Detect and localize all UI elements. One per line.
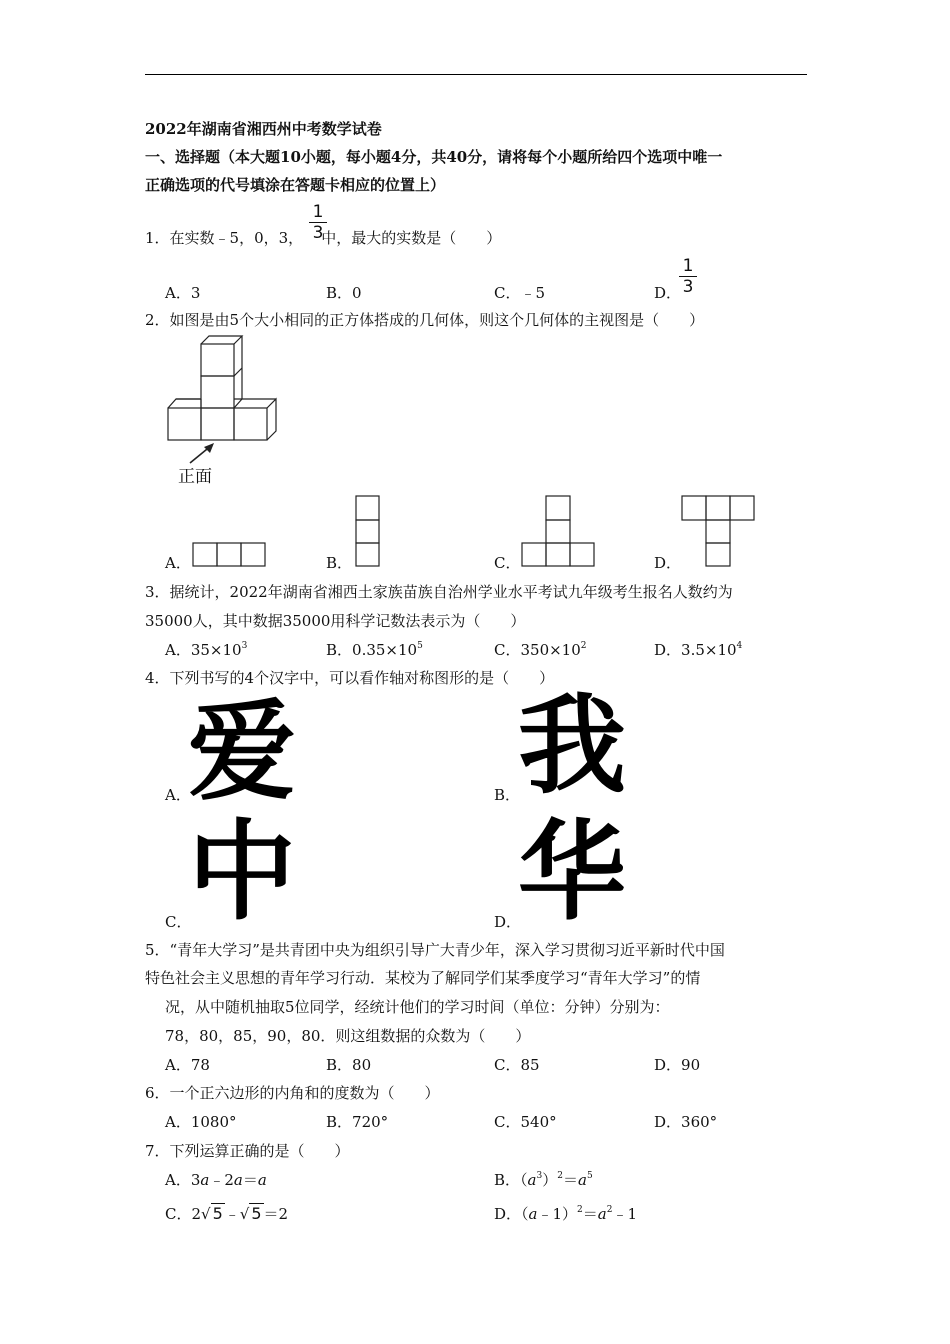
q1-frac-den: 3 [312,223,324,243]
q7-b-exp1: 3 [536,1171,543,1181]
q7-a-coef: 3 [190,1171,201,1189]
q7-d-var2: a [597,1205,607,1223]
q5-line4: 78，80，85，90，80．则这组数据的众数为（ ） [165,1027,531,1045]
q7-b-exp3: 5 [586,1171,593,1181]
q7-b-close: ） [542,1171,558,1189]
q6-stem: 6．一个正六边形的内角和的度数为（ ） [145,1084,440,1102]
q5-option-d[interactable]: D．90 [654,1056,701,1074]
q5-option-b[interactable]: B．80 [326,1056,372,1074]
q7-d-label: D．（ [494,1205,529,1223]
q1-d-frac-num: 1 [682,256,694,276]
q3-b-exp: 5 [417,641,423,651]
q1-stem-tail: 中，最大的实数是（ ） [321,229,502,247]
q7-a-eq: ＝ [242,1171,258,1189]
q6-option-d[interactable]: D．360° [654,1113,718,1131]
q7-b-eq: ＝ [562,1171,578,1189]
q5-option-a[interactable]: A．78 [165,1056,210,1074]
q7-b-label: B．（ [494,1171,528,1189]
q3-option-d[interactable] [654,640,742,660]
q2-option-b-figure[interactable] [356,496,380,568]
q5-line2: 特色社会主义思想的青年学习行动．某校为了解同学们某季度学习“青年大学习”的情 [145,969,701,987]
q4-option-c[interactable]: C． [165,913,192,931]
q3-c-exp: 2 [580,641,587,651]
q6-option-a[interactable]: A．1080° [165,1113,237,1131]
q1-fraction [309,203,327,242]
q7-option-a[interactable] [165,1170,267,1190]
q3-a-exp: 3 [241,641,248,651]
q7-a-var2: a [233,1171,243,1189]
q3-b-base: B．0.35×10 [326,641,418,659]
q1-option-a[interactable]: A．3 [165,284,201,302]
q7-d-exp1: 2 [577,1205,583,1215]
q3-stem-line1: 3．据统计，2022年湖南省湘西土家族苗族自治州学业水平考试九年级考生报名人数约为 [145,583,733,601]
q7-d-tail: ﹣1 [612,1205,638,1223]
q7-d-var: a [528,1205,538,1223]
q4-option-c-char[interactable]: 中 [188,809,297,935]
q4-option-d-char[interactable]: 华 [518,809,627,935]
q2-3d-figure [160,335,290,495]
q7-a-var3: a [257,1171,267,1189]
q2-option-a-figure[interactable] [193,543,265,567]
header-rule [145,74,807,75]
q2-option-a[interactable]: A． [165,554,191,572]
q2-front-label: 正面 [178,467,212,487]
q7-c-radicand1: 5 [212,1204,223,1223]
q3-option-a[interactable] [165,640,247,660]
q7-a-label: A． [165,1171,191,1189]
q3-d-exp: 4 [736,641,743,651]
q7-d-exp2: 2 [606,1205,613,1215]
q2-option-d[interactable]: D． [654,554,682,572]
sqrt-icon: √ 5 [201,1204,223,1223]
q2-option-b[interactable]: B． [326,554,353,572]
q7-a-minus: ﹣2 [209,1171,234,1189]
q3-c-base: C．350×10 [494,641,581,659]
q3-option-c[interactable] [494,640,587,660]
q6-option-c[interactable]: C．540° [494,1113,557,1131]
q7-option-c[interactable] [165,1204,288,1224]
q5-line1: 5．“青年大学习”是共青团中央为组织引导广大青少年，深入学习贯彻习近平新时代中国 [145,941,725,959]
exam-title: 2022年湖南省湘西州中考数学试卷 [145,120,382,138]
q2-option-c[interactable]: C． [494,554,521,572]
q4-option-d[interactable]: D． [494,913,522,931]
q3-a-base: A．35×10 [165,641,242,659]
q1-d-frac-den: 3 [682,277,694,297]
q7-option-b[interactable] [494,1170,593,1190]
sqrt-icon: √ 5 [239,1204,262,1223]
q4-stem: 4．下列书写的4个汉字中，可以看作轴对称图形的是（ ） [145,669,555,687]
q1-stem-head: 1．在实数﹣5，0，3， [145,229,304,247]
q7-d-eq: ＝ [582,1205,598,1223]
q2-stem: 2．如图是由5个大小相同的正方体搭成的几何体，则这个几何体的主视图是（ ） [145,311,705,329]
q4-option-a[interactable]: A． [165,786,191,804]
q7-b-exp2: 2 [557,1171,563,1181]
q3-d-base: D．3.5×10 [654,641,737,659]
section-heading-line1: 一、选择题（本大题10小题，每小题4分，共40分，请将每个小题所给四个选项中唯一 [145,148,723,166]
q7-c-label: C．2 [165,1205,202,1223]
q7-b-var: a [527,1171,537,1189]
q7-c-minus: ﹣ [224,1205,240,1223]
q4-option-a-char[interactable]: 爱 [188,689,297,815]
q1-option-c[interactable]: C．﹣5 [494,284,546,302]
q3-stem-line2: 35000人，其中数据35000用科学记数法表示为（ ） [145,612,526,630]
q7-c-eq: ＝2 [263,1205,289,1223]
q2-option-d-figure[interactable] [682,496,754,568]
q1-option-d[interactable]: D． [654,284,682,302]
q7-c-radicand2: 5 [251,1204,262,1223]
q5-line3: 况，从中随机抽取5位同学，经统计他们的学习时间（单位：分钟）分别为： [165,998,670,1016]
q2-option-c-figure[interactable] [522,496,594,568]
q1-option-b[interactable]: B．0 [326,284,362,302]
q1-option-d-fraction [679,257,697,296]
section-heading-line2: 正确选项的代号填涂在答题卡相应的位置上） [145,176,446,194]
q7-stem: 7．下列运算正确的是（ ） [145,1142,350,1160]
q7-d-minus1: ﹣1） [537,1205,578,1223]
q3-option-b[interactable] [326,640,423,660]
q7-a-var1: a [200,1171,210,1189]
q4-option-b-char[interactable]: 我 [518,683,627,809]
q5-option-c[interactable]: C．85 [494,1056,540,1074]
q7-b-var2: a [577,1171,587,1189]
q7-option-d[interactable] [494,1204,637,1224]
q4-option-b[interactable]: B． [494,786,521,804]
q6-option-b[interactable]: B．720° [326,1113,389,1131]
q1-frac-num: 1 [312,202,324,222]
